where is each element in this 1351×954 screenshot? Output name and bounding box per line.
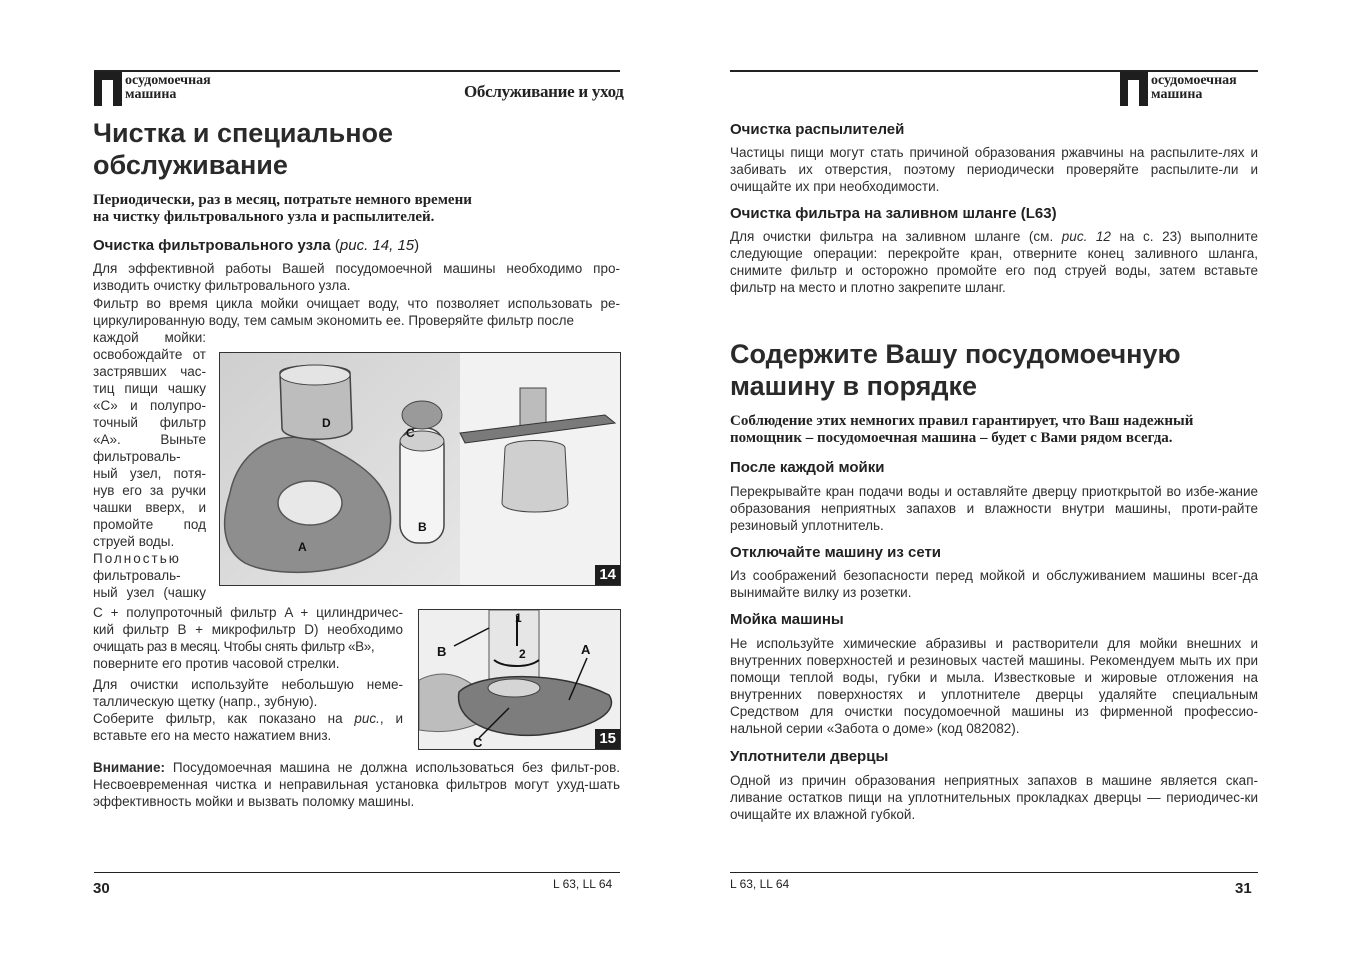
- narrow-line: промойте под: [93, 517, 206, 532]
- model-label: L 63, LL 64: [730, 877, 790, 891]
- fig14-label-a: A: [298, 540, 307, 554]
- fig15-label-a: A: [581, 642, 591, 657]
- lead-line1: Периодически, раз в месяц, потратьте немного времени: [93, 192, 472, 208]
- paragraph-washing: Не используйте химические абразивы и растворители для мойки внешних и внутренних поверхностей и резиновых частей машины. Рекомендуем мыть их при помощи теплой воды, губки и мыла. Известковые и жировые отложения на внутренних поверхностях и уплотнителе дверцы удаляйте специальным Средством для очистки посудомоечной машины из фирменной профессио-нальной серии «Забота о доме» (код 082082).: [730, 636, 1258, 736]
- page-title: [93, 117, 613, 181]
- page-title-line1: Чистка и специальное: [93, 118, 394, 148]
- para-line: вставьте его на место нажатием вниз.: [93, 728, 332, 743]
- narrow-line: Полностью: [93, 551, 181, 566]
- warning-text: Посудомоечная машина не должна использоваться без фильт-ров. Несвоевременная чистка и неправильная установка фильтров могут ухуд-шать эффективность мойки и вызвать поломку машины.: [93, 760, 620, 809]
- narrow-line: застрявших час-: [93, 364, 206, 379]
- fig14-label-d: D: [322, 416, 331, 430]
- intro-lead: [93, 192, 613, 226]
- warning-label: Внимание:: [93, 760, 165, 775]
- footer-rule: [94, 872, 620, 873]
- narrow-line: фильтроваль-: [93, 568, 181, 583]
- warning-paragraph: [93, 759, 620, 810]
- fig15-label-c: C: [473, 735, 483, 749]
- right-page: [676, 0, 1351, 954]
- figure-14-illustration: [220, 353, 620, 585]
- logo-line1: осудомоечная: [125, 73, 211, 88]
- subheading-unplug: Отключайте машину из сети: [730, 544, 942, 561]
- paragraph-filter: Фильтр во время цикла мойки очищает воду, что позволяет использовать ре-циркулированную воду, тем самым экономить ее. Проверяйте фильтр после: [93, 296, 620, 328]
- page-title-line2: обслуживание: [93, 150, 288, 180]
- page-title: [730, 338, 1258, 402]
- para-text: Для очистки фильтра на заливном шланге (см.: [730, 229, 1062, 244]
- figure-15-number: 15: [595, 729, 620, 749]
- subheading-sprayers: Очистка распылителей: [730, 121, 905, 138]
- para-line: Для очистки используйте небольшую неме-: [93, 677, 403, 692]
- filter-c-cap: [402, 401, 442, 429]
- fig15-label-1: 1: [515, 611, 522, 625]
- subheading-door-seals: Уплотнители дверцы: [730, 748, 889, 765]
- logo-line2: машина: [125, 87, 177, 102]
- logo-text: [125, 74, 211, 102]
- logo-mark: [1120, 72, 1148, 106]
- narrow-line: ный узел (чашку: [93, 585, 206, 600]
- para-line: [93, 710, 403, 727]
- lead-line2: на чистку фильтровального узла и распылителей.: [93, 209, 435, 225]
- figure-15-illustration: [419, 610, 620, 749]
- fig15-label-2: 2: [519, 647, 526, 661]
- brand-logo: [94, 72, 211, 106]
- ref-close: ): [414, 237, 420, 254]
- para-line: таллическую щетку (напр., зубную).: [93, 694, 318, 709]
- paragraph-sprayers: Частицы пищи могут стать причиной образования ржавчины на распылите-лях и забивать их отверстия, поэтому периодически проверяйте распылите-ли и очищайте их при необходимости.: [730, 145, 1258, 194]
- narrow-line: «C» и полупро-: [93, 398, 206, 413]
- subheading-washing: Мойка машины: [730, 611, 844, 628]
- subheading-hose-filter: Очистка фильтра на заливном шланге (L63): [730, 205, 1057, 222]
- filter-hole: [278, 481, 342, 525]
- page-title-line1: Содержите Вашу посудомоечную: [730, 339, 1181, 369]
- narrow-line: освобождайте от: [93, 347, 206, 362]
- paragraph-unplug: Из соображений безопасности перед мойкой и обслуживанием машины всег-да вынимайте вилку из розетки.: [730, 568, 1258, 600]
- narrow-line: каждой мойки:: [93, 330, 206, 345]
- assembled-core: [520, 388, 546, 428]
- narrow-line: «A». Выньте: [93, 432, 206, 447]
- para-text: Соберите фильтр, как показано на: [93, 711, 355, 726]
- subheading-after-wash: После каждой мойки: [730, 459, 885, 476]
- narrow-line: точный фильтр: [93, 415, 206, 430]
- subheading-text: Очистка фильтровального узла: [93, 237, 331, 254]
- paragraph-assembly-2: [93, 676, 403, 710]
- logo-text: [1151, 74, 1237, 102]
- fig15-label-b: B: [437, 644, 447, 659]
- paragraph-door-seals: Одной из причин образования неприятных запахов в машине является скап-ливание остатков пищи на уплотнительных прокладках дверцы — периодичес-ки очищайте их влажной губкой.: [730, 773, 1258, 822]
- narrow-line: ный узел, потя-: [93, 466, 206, 481]
- assembled-cup: [502, 441, 568, 513]
- page-title-line2: машину в порядке: [730, 371, 978, 401]
- filter-ring: [488, 679, 540, 697]
- subheading-ref: [335, 237, 419, 254]
- para-text: на с. 23) выполните следующие операции: перекройте кран, отверните конец заливного шланга, снимите фильтр и осторожно промойте его под струей воды, затем вставьте фильтр на место и плотно закрепите шланг.: [730, 229, 1258, 295]
- para-line: поверните его против часовой стрелки.: [93, 656, 340, 671]
- page-number: 31: [1235, 880, 1252, 897]
- para-line: кий фильтр B + микрофильтр D) необходимо: [93, 622, 403, 637]
- logo-line1: осудомоечная: [1151, 73, 1237, 88]
- narrow-text-column: [93, 329, 206, 601]
- figure-14: [219, 352, 621, 586]
- narrow-line: нув его за ручки: [93, 483, 206, 498]
- narrow-line: тиц пищи чашку: [93, 381, 206, 396]
- narrow-line: струей воды.: [93, 534, 175, 549]
- ref-open: (: [334, 237, 340, 254]
- logo-line2: машина: [1151, 87, 1203, 102]
- fig14-label-b: B: [418, 520, 427, 534]
- paragraph-assembly-1: [93, 604, 403, 672]
- model-label: L 63, LL 64: [553, 877, 613, 891]
- para-line: очищать раз в месяц. Чтобы снять фильтр «B»,: [93, 639, 375, 654]
- paragraph-intro: Для эффективной работы Вашей посудомоечной машины необходимо про-изводить очистку фильтровального узла.: [93, 261, 620, 293]
- intro-lead: [730, 413, 1258, 447]
- subheading-filter: [93, 237, 419, 255]
- page-number: 30: [93, 880, 110, 897]
- narrow-line: чашки вверх, и: [93, 500, 206, 515]
- figure-15: [418, 609, 621, 750]
- cup-d-rim: [280, 365, 350, 385]
- left-page: [0, 0, 675, 954]
- footer-rule: [730, 872, 1258, 873]
- lead-line2: помощник – посудомоечная машина – будет с Вами рядом всегда.: [730, 430, 1173, 446]
- para-line: С + полупроточный фильтр A + цилиндричес-: [93, 605, 403, 620]
- fig14-label-c: C: [406, 426, 415, 440]
- paragraph-after-wash: Перекрывайте кран подачи воды и оставляйте дверцу приоткрытой во избе-жание образования неприятных запахов и влажности внутри машины, проти-райте резиновый уплотнитель.: [730, 484, 1258, 533]
- para-text: , и: [379, 711, 403, 726]
- pointer-b: [454, 628, 489, 646]
- para-ref: рис.: [354, 711, 380, 726]
- paragraph-assembly-3: [93, 710, 403, 744]
- narrow-line: фильтроваль-: [93, 449, 181, 464]
- paragraph-hose-filter: [730, 228, 1258, 296]
- para-ref: рис. 12: [1061, 229, 1111, 244]
- section-header: Обслуживание и уход: [464, 82, 624, 101]
- lead-line1: Соблюдение этих немногих правил гарантирует, что Ваш надежный: [730, 413, 1194, 429]
- ref-figures: рис. 14, 15: [339, 237, 415, 254]
- brand-logo: [1120, 72, 1237, 106]
- logo-mark: [94, 72, 122, 106]
- figure-14-number: 14: [595, 565, 620, 585]
